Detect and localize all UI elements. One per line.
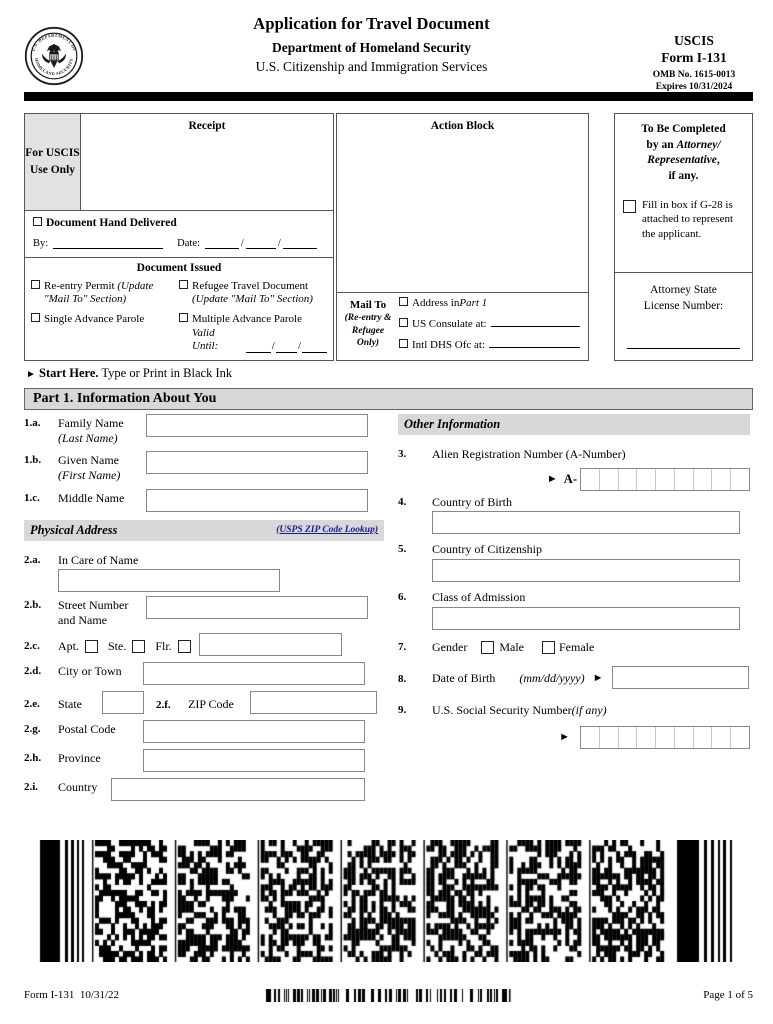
field-number-2c: 2.c. <box>24 640 40 653</box>
field-number-5: 5. <box>398 543 407 556</box>
gender-male-checkbox[interactable] <box>481 641 494 654</box>
dhs-seal-icon <box>24 26 84 86</box>
agency-label: USCIS <box>674 33 714 48</box>
valid-until-month-line[interactable] <box>246 341 271 353</box>
mail-to-label-group <box>337 293 399 360</box>
receipt-label: Receipt <box>188 120 226 132</box>
mail-to-option-us-consulate[interactable] <box>399 315 588 330</box>
page-title: Application for Travel Document <box>253 14 490 33</box>
field-number-2b: 2.b. <box>24 599 42 612</box>
valid-until-year-line[interactable] <box>302 341 327 353</box>
mail-to-sub1: (Re-entry & <box>344 313 392 324</box>
us-consulate-label: US Consulate at: <box>412 318 487 330</box>
a-number-arrow-icon: ► <box>546 472 558 485</box>
a-number-cell[interactable] <box>712 469 731 490</box>
field-number-7: 7. <box>398 641 407 654</box>
zip-code-label: ZIP Code <box>188 696 234 711</box>
physical-address-subheading <box>24 520 384 541</box>
country-of-citizenship-input[interactable] <box>432 559 740 582</box>
valid-until-day-line[interactable] <box>276 341 297 353</box>
field-number-2g: 2.g. <box>24 723 41 736</box>
ssn-cell[interactable] <box>731 727 749 748</box>
gender-label: Gender <box>432 639 468 654</box>
footer-form-number: Form I-131 <box>24 989 75 1001</box>
a-number-cell[interactable] <box>694 469 713 490</box>
attorney-license-line2: License Number: <box>643 299 724 312</box>
state-input[interactable] <box>102 691 144 714</box>
hand-delivered-detail-row <box>33 237 325 249</box>
document-issued-option-single-parole[interactable] <box>31 313 175 326</box>
other-information-title: Other Information <box>404 417 501 431</box>
ssn-cell[interactable] <box>581 727 600 748</box>
field-row-country-of-citizenship <box>398 540 750 582</box>
ssn-cell[interactable] <box>619 727 638 748</box>
date-sep-2: / <box>277 238 281 249</box>
attorney-license-box <box>614 272 753 361</box>
attorney-heading-line1: To Be Completed <box>641 123 726 135</box>
ssn-input-cells[interactable] <box>580 726 750 749</box>
hand-delivered-checkbox[interactable] <box>33 217 42 226</box>
hand-delivered-label-row <box>33 217 325 229</box>
field-number-2f: 2.f. <box>156 698 171 711</box>
ssn-cell[interactable] <box>656 727 675 748</box>
footer-barcode <box>264 989 514 1002</box>
header-titles <box>100 14 643 75</box>
field-number-2h: 2.h. <box>24 752 42 765</box>
mail-to-option-address-part1[interactable] <box>399 297 588 309</box>
class-of-admission-input[interactable] <box>432 607 740 630</box>
reentry-permit-note: (Update <box>117 280 154 292</box>
field-row-middle-name <box>24 489 384 512</box>
valid-until-sep-2: / <box>297 339 301 352</box>
field-row-given-name <box>24 451 384 482</box>
a-number-cell[interactable] <box>581 469 600 490</box>
attorney-heading-line4: if any. <box>668 169 699 182</box>
valid-until-label: Valid Until: <box>192 326 219 352</box>
address-in-part1-em: Part 1 <box>459 297 488 309</box>
a-number-cell[interactable] <box>619 469 638 490</box>
ssn-cell[interactable] <box>600 727 619 748</box>
family-name-sublabel: (Last Name) <box>58 430 118 445</box>
g28-attached-row[interactable] <box>623 198 744 241</box>
valid-until-sep-1: / <box>271 339 275 352</box>
us-consulate-checkbox[interactable] <box>399 318 408 327</box>
address-in-part1-checkbox[interactable] <box>399 297 408 306</box>
refugee-travel-document-label: Refugee Travel Document <box>192 280 309 292</box>
us-consulate-input-line[interactable] <box>491 315 580 327</box>
a-number-label: Alien Registration Number (A-Number) <box>432 447 626 461</box>
city-or-town-label: City or Town <box>58 664 122 679</box>
flr-label: Flr. <box>155 638 172 653</box>
date-sep-1: / <box>240 238 244 249</box>
action-block-label: Action Block <box>430 120 495 132</box>
physical-address-title: Physical Address <box>30 522 118 537</box>
field-row-postal-code <box>24 720 384 743</box>
field-row-city <box>24 662 384 685</box>
date-month-line[interactable] <box>205 237 239 249</box>
document-issued-option-multiple-parole[interactable] <box>179 313 327 353</box>
date-day-line[interactable] <box>246 237 276 249</box>
class-of-admission-label: Class of Admission <box>432 589 526 604</box>
a-number-cell[interactable] <box>637 469 656 490</box>
date-of-birth-label: Date of Birth <box>432 671 496 686</box>
mail-to-label: Mail To <box>349 299 387 311</box>
reentry-permit-label: Re-entry Permit <box>44 280 115 292</box>
attorney-heading-line2-pre: by an <box>646 138 677 151</box>
apt-ste-flr-number-input[interactable] <box>199 633 342 656</box>
start-here-bold: Start Here. <box>39 366 99 380</box>
refugee-travel-document-checkbox[interactable] <box>179 280 188 289</box>
country-of-birth-label: Country of Birth <box>432 494 512 509</box>
start-here-arrow-icon: ► <box>26 369 36 380</box>
in-care-of-name-label: In Care of Name <box>58 552 139 567</box>
part1-heading: Part 1. Information About You <box>24 388 753 410</box>
date-label: Date: <box>177 238 200 249</box>
country-of-citizenship-label: Country of Citizenship <box>432 542 542 557</box>
single-advance-parole-label: Single Advance Parole <box>44 313 145 326</box>
svg-text:HOMELAND SECURITY: HOMELAND SECURITY <box>33 57 75 77</box>
by-input-line[interactable] <box>53 237 163 249</box>
field-number-1b: 1.b. <box>24 454 42 467</box>
street-number-and-name-input[interactable] <box>146 596 368 619</box>
receipt-and-document-block <box>24 113 334 361</box>
field-row-country-of-birth <box>398 493 750 535</box>
attorney-heading-line3-post: , <box>716 154 720 167</box>
page-footer <box>24 986 753 1004</box>
field-row-street <box>24 596 384 627</box>
form-header <box>0 0 773 92</box>
start-here-instruction <box>26 366 232 381</box>
other-information-subheading <box>398 414 750 435</box>
header-subtitle-dhs: Department of Homeland Security <box>271 40 472 55</box>
g28-attached-label: Fill in box if G-28 is attached to represent the applicant. <box>642 199 734 240</box>
mail-to-option-intl-dhs[interactable] <box>399 336 588 351</box>
country-input[interactable] <box>111 778 365 801</box>
ssn-cell[interactable] <box>637 727 656 748</box>
uscis-use-only-area <box>24 113 753 361</box>
country-of-birth-input[interactable] <box>432 511 740 534</box>
ssn-arrow-icon: ► <box>559 730 570 743</box>
ssn-cell[interactable] <box>675 727 694 748</box>
ssn-hint: (if any) <box>571 703 607 718</box>
field-number-3: 3. <box>398 448 407 460</box>
country-label: Country <box>58 780 98 795</box>
attorney-heading-line2-em: Attorney/ <box>676 138 721 151</box>
refugee-travel-document-note: (Update "Mail To" Section) <box>192 293 313 306</box>
ste-checkbox[interactable] <box>132 640 145 653</box>
field-row-family-name <box>24 414 384 445</box>
by-label: By: <box>33 238 49 249</box>
middle-name-label: Middle Name <box>58 490 125 505</box>
intl-dhs-office-label: Intl DHS Ofc at: <box>412 339 486 351</box>
given-name-label: Given Name <box>58 453 119 468</box>
mail-to-sub2: Refugee <box>351 325 385 336</box>
usps-zip-lookup-link[interactable]: (USPS ZIP Code Lookup) <box>276 525 378 535</box>
a-number-prefix: A- <box>563 471 577 486</box>
mail-to-options <box>399 293 588 360</box>
a-number-cell[interactable] <box>600 469 619 490</box>
zip-code-input[interactable] <box>250 691 377 714</box>
start-here-rest: Type or Print in Black Ink <box>101 366 233 380</box>
apt-label: Apt. <box>58 638 79 653</box>
attorney-license-line1: Attorney State <box>650 284 717 296</box>
expiration-date: Expires 10/31/2024 <box>655 81 733 92</box>
document-issued-option-reentry[interactable] <box>31 280 175 306</box>
receipt-field[interactable] <box>81 114 333 210</box>
document-issued-option-refugee[interactable] <box>179 280 327 306</box>
field-number-1a: 1.a. <box>24 417 41 429</box>
document-issued-title: Document Issued <box>136 262 222 274</box>
for-uscis-use-only-label: For USCIS Use Only <box>25 114 81 210</box>
g28-attached-checkbox[interactable] <box>623 200 636 213</box>
field-number-2a: 2.a. <box>24 553 41 566</box>
ssn-label: U.S. Social Security Number <box>432 703 572 718</box>
other-information-column <box>398 414 750 755</box>
field-number-9: 9. <box>398 704 407 717</box>
header-form-meta <box>635 32 753 93</box>
header-divider-bar <box>24 92 753 101</box>
postal-code-input[interactable] <box>143 720 365 743</box>
given-name-sublabel: (First Name) <box>58 467 121 482</box>
a-number-input-cells[interactable] <box>580 468 750 491</box>
footer-form-date: 10/31/22 <box>79 989 120 1001</box>
attorney-block <box>614 113 753 361</box>
field-row-class-of-admission <box>398 588 750 630</box>
a-number-cell[interactable] <box>731 469 749 490</box>
state-label: State <box>58 696 82 711</box>
field-row-state-zip <box>24 691 384 714</box>
gender-female-checkbox[interactable] <box>542 641 555 654</box>
mail-to-sub3: Only) <box>356 337 380 348</box>
postal-code-label: Postal Code <box>58 722 116 737</box>
province-input[interactable] <box>143 749 365 772</box>
attorney-heading-line3-em: Representative <box>647 154 717 167</box>
date-of-birth-hint: (mm/dd/yyyy) <box>519 671 585 686</box>
reentry-permit-note2: "Mail To" Section) <box>44 293 127 306</box>
family-name-label: Family Name <box>58 416 124 430</box>
intl-dhs-office-input-line[interactable] <box>489 336 580 348</box>
part1-left-column <box>24 414 384 807</box>
attorney-heading <box>623 122 744 184</box>
field-number-6: 6. <box>398 590 407 603</box>
footer-page-number: Page 1 of 5 <box>703 989 753 1001</box>
field-row-gender <box>398 638 750 655</box>
gender-male-label: Male <box>499 639 524 654</box>
field-number-2i: 2.i. <box>24 781 39 794</box>
gender-female-label: Female <box>558 639 595 654</box>
a-number-cell[interactable] <box>675 469 694 490</box>
single-advance-parole-checkbox[interactable] <box>31 313 40 322</box>
pdf417-barcode-canvas <box>32 840 742 962</box>
multiple-advance-parole-checkbox[interactable] <box>179 313 188 322</box>
action-block[interactable] <box>336 113 589 293</box>
multiple-advance-parole-label: Multiple Advance Parole <box>192 313 302 326</box>
field-number-2e: 2.e. <box>24 698 40 711</box>
field-number-4: 4. <box>398 495 407 508</box>
header-subtitle-uscis: U.S. Citizenship and Immigration Services <box>255 59 488 74</box>
apt-checkbox[interactable] <box>85 640 98 653</box>
field-number-8: 8. <box>398 673 407 686</box>
mail-to-block <box>336 292 589 361</box>
field-row-province <box>24 749 384 772</box>
field-row-ssn <box>398 701 750 749</box>
province-label: Province <box>58 751 101 766</box>
document-hand-delivered-row <box>24 210 334 258</box>
hand-delivered-label: Document Hand Delivered <box>46 217 177 229</box>
date-of-birth-input[interactable] <box>612 666 749 689</box>
middle-name-input[interactable] <box>146 489 368 512</box>
pdf417-barcode <box>32 840 742 962</box>
field-row-apt-ste-flr <box>24 633 384 656</box>
omb-number: OMB No. 1615-0013 <box>652 69 736 80</box>
ssn-cell[interactable] <box>694 727 713 748</box>
field-number-2d: 2.d. <box>24 665 42 678</box>
city-or-town-input[interactable] <box>143 662 365 685</box>
attorney-license-input-line[interactable] <box>627 348 740 349</box>
field-number-1c: 1.c. <box>24 491 40 504</box>
flr-checkbox[interactable] <box>178 640 191 653</box>
reentry-permit-checkbox[interactable] <box>31 280 40 289</box>
in-care-of-name-input[interactable] <box>58 569 280 592</box>
field-row-a-number <box>398 445 750 491</box>
receipt-row <box>24 113 334 211</box>
address-in-part1-label: Address in <box>412 297 460 309</box>
intl-dhs-office-checkbox[interactable] <box>399 339 408 348</box>
ste-label: Ste. <box>108 638 127 653</box>
field-row-in-care-of-name <box>24 551 384 593</box>
a-number-cell[interactable] <box>656 469 675 490</box>
form-number-label: Form I-131 <box>661 50 727 66</box>
family-name-input[interactable] <box>146 414 368 437</box>
street-number-and-name-label: Street Number and Name <box>58 598 129 627</box>
given-name-input[interactable] <box>146 451 368 474</box>
document-issued-block <box>24 257 334 361</box>
date-of-birth-arrow-icon: ► <box>592 672 604 685</box>
ssn-cell[interactable] <box>712 727 731 748</box>
field-row-date-of-birth <box>398 666 750 689</box>
footer-form-id <box>24 989 119 1001</box>
attorney-top-box <box>614 113 753 273</box>
date-year-line[interactable] <box>283 237 317 249</box>
svg-text:U.S. DEPARTMENT OF: U.S. DEPARTMENT OF <box>30 32 78 52</box>
field-row-country <box>24 778 384 801</box>
